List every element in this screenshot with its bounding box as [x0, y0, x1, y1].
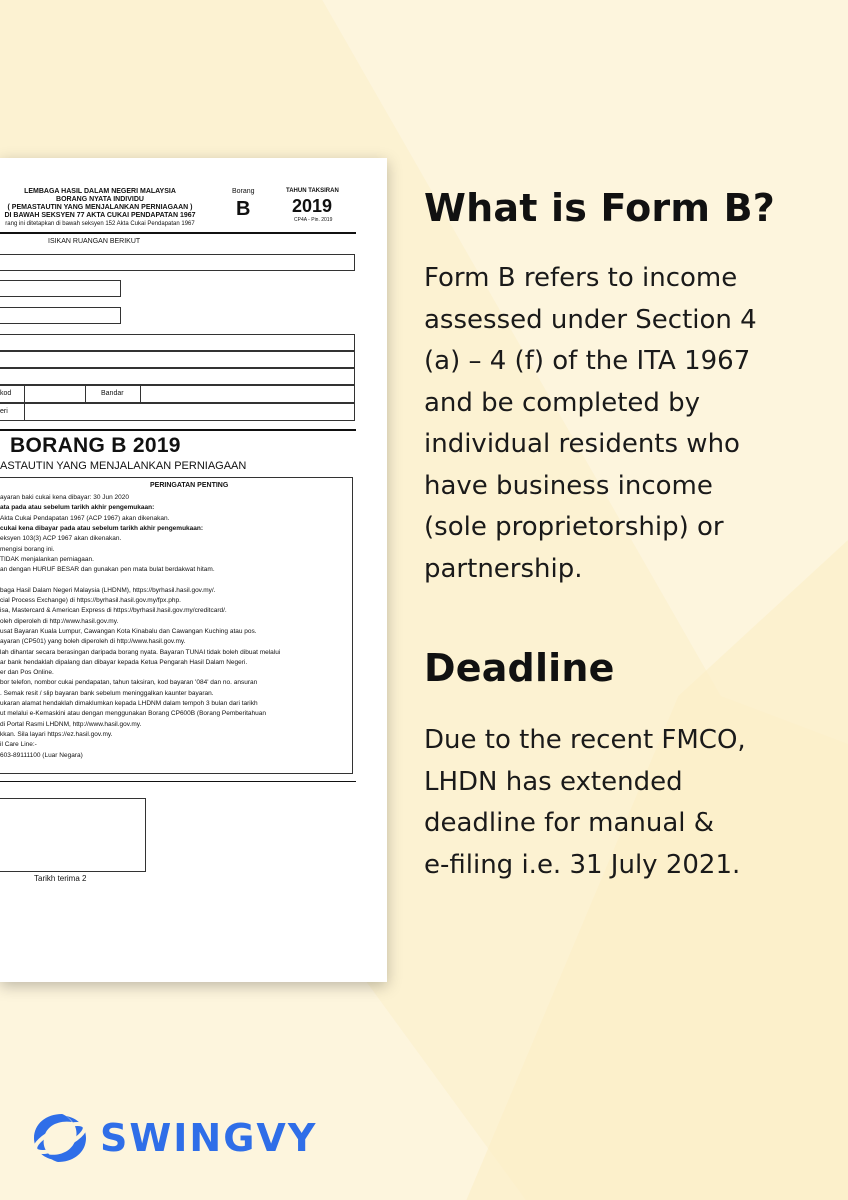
body-line: partnership. [424, 553, 583, 584]
section-body-form-b [424, 258, 824, 590]
divider [0, 429, 356, 431]
state-label: eri [0, 408, 8, 415]
section-body-deadline [424, 720, 824, 886]
notice-line: usat Bayaran Kuala Lumpur, Cawangan Kota Kinabalu dan Cawangan Kuching atau pos. [0, 627, 257, 635]
form-header [0, 188, 200, 228]
notice-line: Akta Cukai Pendapatan 1967 (ACP 1967) akan dikenakan. [0, 514, 170, 522]
header-line: ( PEMASTAUTIN YANG MENJALANKAN PERNIAGAAN ) [7, 204, 193, 211]
form-b-document [0, 158, 387, 982]
notice-line: cial Process Exchange) di https://byrhasil.hasil.gov.my/fpx.php. [0, 597, 181, 604]
body-line: LHDN has extended [424, 766, 683, 797]
body-line: (a) – 4 (f) of the ITA 1967 [424, 346, 751, 376]
notice-line: isa, Mastercard & American Express di https://byrhasil.hasil.gov.my/creditcard/. [0, 607, 227, 615]
notice-line: ar bank hendaklah dipalang dan dibayar kepada Ketua Pengarah Hasil Dalam Negeri. [0, 658, 248, 666]
receipt-date-label: Tarikh terima 2 [34, 874, 87, 883]
borang-letter: B [236, 198, 251, 220]
notice-line: kkan. Sila layari https://ez.hasil.gov.my. [0, 730, 113, 738]
notice-line: . Semak resit / slip bayaran bank sebelum meninggalkan kaunter bayaran. [0, 689, 214, 697]
divider [0, 781, 356, 782]
notice-line: ukaran alamat hendaklah dimaklumkan kepada LHDNM dalam tempoh 3 bulan dari tarikh [0, 700, 258, 707]
section-heading-deadline: Deadline [424, 646, 615, 690]
header-line: DI BAWAH SEKSYEN 77 AKTA CUKAI PENDAPATAN 1967 [4, 212, 196, 219]
body-line: individual residents who [424, 429, 740, 459]
receipt-stamp-box [0, 798, 146, 872]
notice-line: 603-89111100 (Luar Negara) [0, 751, 83, 759]
notice-line: di Portal Rasmi LHDNM, http://www.hasil.gov.my. [0, 720, 142, 728]
body-line: Form B refers to income [424, 263, 738, 293]
form-big-title: BORANG B 2019 [10, 434, 181, 457]
notice-line: cukai kena dibayar pada atau sebelum tarikh akhir pengemukaan: [0, 524, 204, 532]
header-small: rang ini ditetapkan di bawah seksyen 152 Akta Cukai Pendapatan 1967 [5, 221, 195, 227]
form-subtitle: ASTAUTIN YANG MENJALANKAN PERNIAGAAN [0, 460, 247, 472]
body-line: Due to the recent FMCO, [424, 725, 746, 755]
notice-title: PERINGATAN PENTING [150, 482, 229, 489]
id-field [0, 280, 121, 297]
tahun-value: 2019 [292, 196, 333, 216]
divider [0, 232, 356, 234]
brand-name: SWINGVY [100, 1116, 318, 1160]
body-line: deadline for manual & [424, 808, 715, 838]
notice-line: er dan Pos Online. [0, 669, 54, 677]
notice-line: baga Hasil Dalam Negeri Malaysia (LHDNM), https://byrhasil.hasil.gov.my/. [0, 586, 216, 594]
notice-line: ayaran baki cukai kena dibayar: 30 Jun 2020 [0, 494, 130, 501]
body-line: assessed under Section 4 [424, 304, 757, 335]
header-line: BORANG NYATA INDIVIDU [56, 196, 144, 203]
borang-label: Borang [232, 188, 255, 195]
city-label: Bandar [101, 390, 124, 397]
section-heading-form-b: What is Form B? [424, 186, 775, 230]
body-line: have business income [424, 470, 713, 501]
notice-line: ata pada atau sebelum tarikh akhir pengemukaan: [0, 504, 155, 512]
swingvy-swirl-icon [28, 1110, 90, 1166]
notice-line: TIDAK menjalankan perniagaan. [0, 555, 94, 563]
tahun-label: TAHUN TAKSIRAN [286, 188, 339, 194]
notice-line: lah dihantar secara berasingan daripada borang nyata. Bayaran TUNAI tidak boleh dibuat melalui [0, 648, 281, 656]
swingvy-logo [28, 1110, 317, 1166]
notice-line: an dengan HURUF BESAR dan gunakan pen mata bulat berdakwat hitam. [0, 566, 215, 574]
address-field [0, 351, 355, 368]
city-field [140, 385, 355, 403]
body-line: (sole proprietorship) or [424, 512, 724, 542]
notice-line: mengisi borang ini. [0, 545, 55, 553]
notice-line: il Care Line:- [0, 741, 37, 749]
notice-line: ayaran (CP501) yang boleh diperoleh di http://www.hasil.gov.my. [0, 638, 186, 646]
name-field [0, 254, 355, 271]
body-line: and be completed by [424, 387, 701, 418]
id-field [0, 307, 121, 324]
notice-line: oleh diperoleh di http://www.hasil.gov.my. [0, 617, 119, 625]
postcode-field [24, 385, 86, 403]
postcode-label: kod [0, 390, 12, 397]
header-line: LEMBAGA HASIL DALAM NEGERI MALAYSIA [24, 188, 176, 195]
address-field [0, 368, 355, 385]
isikan-label: ISIKAN RUANGAN BERIKUT [48, 238, 141, 245]
notice-line: bor telefon, nombor cukai pendapatan, tahun taksiran, kod bayaran '084' dan no. ansuran [0, 679, 258, 687]
form-pin: CP4A - Pin. 2019 [294, 217, 333, 223]
address-field [0, 334, 355, 351]
notice-line: ut melalui e-Kemaskini atau dengan menggunakan Borang CP600B (Borang Pemberitahuan [0, 710, 266, 718]
state-field [24, 403, 355, 421]
notice-line: eksyen 103(3) ACP 1967 akan dikenakan. [0, 535, 122, 543]
body-line: e-filing i.e. 31 July 2021. [424, 849, 741, 880]
notice-box [0, 477, 353, 774]
